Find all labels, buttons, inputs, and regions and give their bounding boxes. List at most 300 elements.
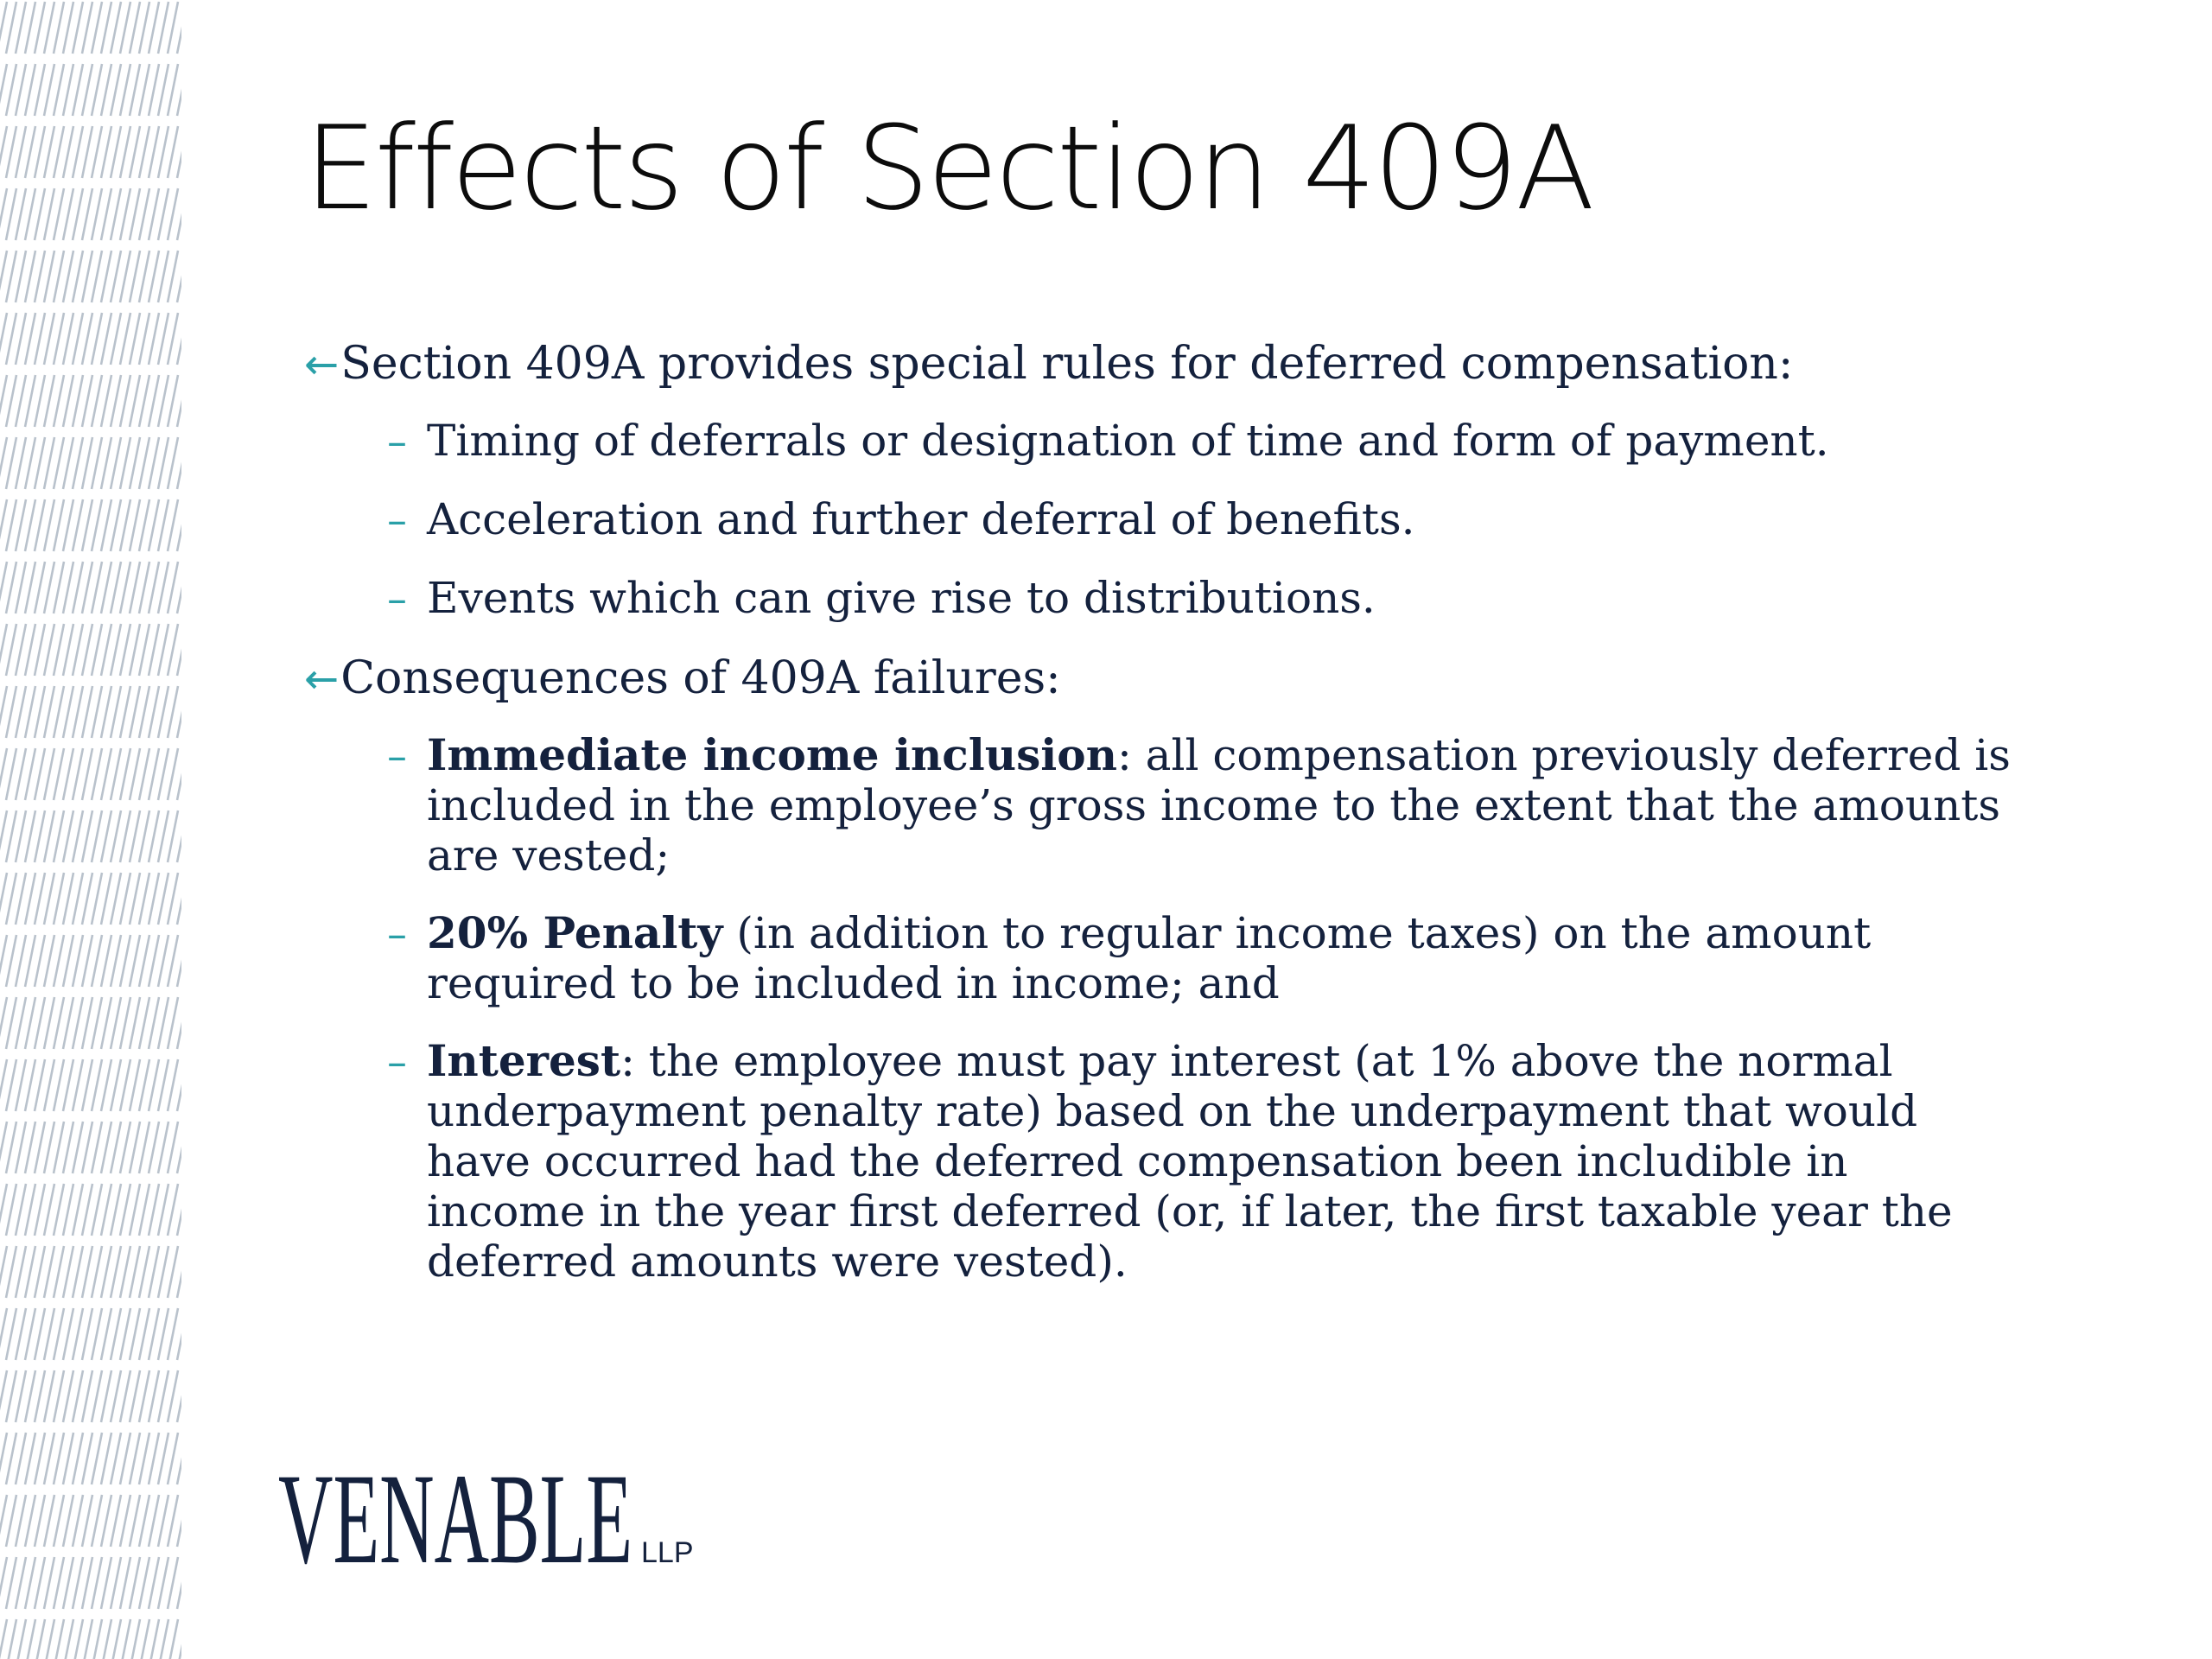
hatch-stroke (82, 375, 92, 427)
arrow-left-icon: ← (304, 655, 340, 703)
hatch-stroke (73, 873, 83, 925)
hatch-stroke (63, 935, 73, 987)
hatch-stroke (92, 686, 102, 738)
hatch-stroke (149, 313, 159, 365)
hatch-stroke (130, 1619, 140, 1659)
hatch-stroke (63, 313, 73, 365)
hatch-stroke (16, 1246, 26, 1298)
hatch-stroke (168, 1308, 178, 1360)
hatch-stroke (82, 873, 92, 925)
hatch-stroke (16, 251, 26, 302)
hatch-stroke (139, 2, 149, 54)
hatch-stroke (130, 1433, 140, 1484)
hatch-stroke (120, 313, 130, 365)
hatch-stroke (0, 935, 7, 987)
hatch-stroke (82, 1433, 92, 1484)
hatch-stroke (139, 1122, 149, 1173)
hatch-stroke (130, 1308, 140, 1360)
hatch-stroke (168, 1370, 178, 1422)
hatch-stroke (35, 562, 45, 613)
hatch-stroke (63, 375, 73, 427)
hatch-stroke (73, 251, 83, 302)
hatch-stroke (25, 1246, 35, 1298)
hatch-stroke (101, 997, 111, 1049)
hatch-stroke (73, 313, 83, 365)
hatch-stroke (120, 375, 130, 427)
hatch-stroke (92, 64, 102, 116)
hatch-stroke (111, 499, 121, 551)
hatch-stroke (92, 1308, 102, 1360)
hatch-stroke (44, 188, 54, 240)
hatch-stroke (82, 935, 92, 987)
hatch-stroke (92, 810, 102, 862)
hatch-stroke (35, 1557, 45, 1609)
hatch-stroke (54, 1184, 64, 1236)
hatch-stroke (73, 126, 83, 178)
hatch-stroke (139, 251, 149, 302)
hatch-stroke (101, 1370, 111, 1422)
hatch-stroke (111, 1122, 121, 1173)
hatch-stroke (120, 624, 130, 676)
hatch-stroke (73, 1433, 83, 1484)
hatch-stroke (149, 686, 159, 738)
hatch-stroke (35, 748, 45, 800)
hatch-stroke (82, 313, 92, 365)
hatch-stroke (120, 1433, 130, 1484)
bullet-term: 20% Penalty (427, 907, 723, 958)
hatch-stroke (16, 126, 26, 178)
hatch-stroke (101, 1059, 111, 1111)
hatch-stroke (111, 873, 121, 925)
hatch-stroke (25, 1433, 35, 1484)
bullet-text: Events which can give rise to distributions. (427, 573, 1376, 623)
hatch-stroke (130, 1557, 140, 1609)
hatch-stroke (82, 748, 92, 800)
hatch-stroke (139, 1184, 149, 1236)
hatch-stroke (158, 997, 168, 1049)
hatch-stroke (168, 437, 178, 489)
hatch-stroke (35, 1308, 45, 1360)
hatch-stroke (25, 1495, 35, 1547)
dash-icon: – (387, 1039, 407, 1085)
hatch-stroke (139, 810, 149, 862)
hatch-stroke (130, 437, 140, 489)
hatch-stroke (130, 1059, 140, 1111)
hatch-stroke (111, 686, 121, 738)
hatch-stroke (101, 624, 111, 676)
hatch-stroke (92, 997, 102, 1049)
hatch-stroke (82, 1122, 92, 1173)
hatch-stroke (6, 64, 16, 116)
hatch-stroke (158, 624, 168, 676)
hatch-stroke (6, 1370, 16, 1422)
hatch-stroke (168, 1619, 178, 1659)
hatch-stroke (82, 1246, 92, 1298)
hatch-stroke (6, 437, 16, 489)
hatch-stroke (44, 1619, 54, 1659)
hatch-stroke (35, 375, 45, 427)
hatch-stroke (177, 1370, 181, 1422)
hatch-stroke (149, 1308, 159, 1360)
hatch-stroke (6, 810, 16, 862)
hatch-stroke (16, 1370, 26, 1422)
hatch-stroke (35, 64, 45, 116)
hatch-stroke (54, 1059, 64, 1111)
hatch-stroke (0, 437, 7, 489)
hatch-stroke (168, 873, 178, 925)
hatch-stroke (149, 1370, 159, 1422)
hatch-stroke (111, 2, 121, 54)
hatch-stroke (6, 499, 16, 551)
hatch-stroke (177, 1308, 181, 1360)
hatch-stroke (0, 1122, 7, 1173)
dash-icon: – (387, 733, 407, 779)
hatch-stroke (158, 1184, 168, 1236)
venable-logo (278, 1452, 693, 1581)
hatch-stroke (44, 1370, 54, 1422)
hatch-stroke (120, 1308, 130, 1360)
hatch-stroke (158, 1557, 168, 1609)
bullet-term: Immediate income inclusion (427, 729, 1117, 780)
hatch-stroke (25, 251, 35, 302)
hatch-stroke (54, 1308, 64, 1360)
hatch-stroke (101, 1122, 111, 1173)
hatch-stroke (0, 64, 7, 116)
hatch-stroke (25, 1059, 35, 1111)
hatch-stroke (44, 1495, 54, 1547)
hatch-stroke (158, 313, 168, 365)
hatch-stroke (82, 624, 92, 676)
hatch-stroke (130, 251, 140, 302)
hatch-stroke (149, 1059, 159, 1111)
hatch-stroke (73, 1557, 83, 1609)
hatch-stroke (44, 1433, 54, 1484)
hatch-stroke (92, 126, 102, 178)
hatch-stroke (120, 1246, 130, 1298)
hatch-stroke (168, 188, 178, 240)
hatch-stroke (149, 624, 159, 676)
hatch-stroke (63, 64, 73, 116)
hatch-stroke (177, 1122, 181, 1173)
hatch-stroke (63, 1122, 73, 1173)
hatch-stroke (63, 437, 73, 489)
hatch-stroke (158, 375, 168, 427)
hatch-stroke (63, 1370, 73, 1422)
hatch-stroke (130, 997, 140, 1049)
hatch-stroke (149, 1495, 159, 1547)
hatch-stroke (177, 499, 181, 551)
hatch-stroke (120, 1122, 130, 1173)
hatch-stroke (120, 810, 130, 862)
hatch-stroke (168, 1495, 178, 1547)
hatch-stroke (139, 935, 149, 987)
hatch-stroke (158, 1308, 168, 1360)
hatch-stroke (35, 313, 45, 365)
hatch-stroke (54, 686, 64, 738)
hatch-stroke (130, 562, 140, 613)
hatch-stroke (168, 810, 178, 862)
hatch-stroke (158, 686, 168, 738)
hatch-stroke (139, 997, 149, 1049)
hatch-stroke (130, 126, 140, 178)
hatch-stroke (44, 1122, 54, 1173)
hatch-stroke (168, 748, 178, 800)
hatch-stroke (0, 686, 7, 738)
hatch-stroke (25, 997, 35, 1049)
hatch-stroke (35, 499, 45, 551)
hatch-stroke (73, 375, 83, 427)
hatch-stroke (130, 873, 140, 925)
hatch-stroke (25, 437, 35, 489)
hatch-stroke (120, 1059, 130, 1111)
hatch-stroke (139, 624, 149, 676)
hatch-stroke (25, 1184, 35, 1236)
hatch-stroke (73, 935, 83, 987)
hatch-stroke (63, 188, 73, 240)
hatch-stroke (130, 499, 140, 551)
hatch-stroke (35, 126, 45, 178)
hatch-stroke (168, 1122, 178, 1173)
hatch-stroke (63, 126, 73, 178)
hatch-stroke (0, 562, 7, 613)
hatch-stroke (44, 624, 54, 676)
bullet-text (427, 908, 2015, 1008)
hatch-stroke (101, 1308, 111, 1360)
hatch-stroke (54, 1122, 64, 1173)
hatch-stroke (149, 1246, 159, 1298)
hatch-stroke (158, 126, 168, 178)
hatch-stroke (6, 935, 16, 987)
hatch-stroke (73, 624, 83, 676)
hatch-stroke (54, 1495, 64, 1547)
hatch-stroke (35, 873, 45, 925)
hatch-stroke (130, 313, 140, 365)
slide-title: Effects of Section 409A (304, 101, 1592, 236)
hatch-stroke (92, 1184, 102, 1236)
hatch-stroke (168, 686, 178, 738)
hatch-stroke (6, 748, 16, 800)
hatch-stroke (35, 437, 45, 489)
hatch-stroke (82, 1619, 92, 1659)
hatch-stroke (168, 2, 178, 54)
hatch-stroke (35, 810, 45, 862)
hatch-stroke (54, 1619, 64, 1659)
hatch-stroke (101, 437, 111, 489)
hatch-stroke (168, 251, 178, 302)
hatch-stroke (92, 1122, 102, 1173)
hatch-stroke (25, 2, 35, 54)
hatch-stroke (73, 64, 83, 116)
hatch-stroke (92, 1246, 102, 1298)
hatch-stroke (92, 624, 102, 676)
hatch-stroke (111, 188, 121, 240)
hatch-stroke (120, 1557, 130, 1609)
hatch-stroke (149, 748, 159, 800)
hatch-stroke (149, 810, 159, 862)
hatch-stroke (139, 1433, 149, 1484)
hatch-stroke (16, 686, 26, 738)
hatch-stroke (92, 1495, 102, 1547)
hatch-stroke (25, 1370, 35, 1422)
hatch-stroke (25, 126, 35, 178)
hatch-stroke (92, 313, 102, 365)
bullet-level2 (387, 573, 2015, 624)
hatch-stroke (177, 1557, 181, 1609)
hatch-stroke (158, 1433, 168, 1484)
hatch-stroke (177, 935, 181, 987)
hatch-stroke (0, 375, 7, 427)
hatch-stroke (101, 873, 111, 925)
hatch-stroke (111, 375, 121, 427)
hatch-stroke (149, 562, 159, 613)
hatch-stroke (177, 1495, 181, 1547)
bullet-text: Section 409A provides special rules for deferred compensation: (340, 338, 1794, 390)
hatch-stroke (25, 1619, 35, 1659)
hatch-stroke (16, 1184, 26, 1236)
hatch-stroke (0, 188, 7, 240)
hatch-stroke (158, 1619, 168, 1659)
hatch-stroke (6, 1495, 16, 1547)
hatch-stroke (35, 1370, 45, 1422)
hatch-stroke (139, 64, 149, 116)
hatch-stroke (25, 624, 35, 676)
hatch-stroke (82, 810, 92, 862)
hatch-stroke (73, 1184, 83, 1236)
hatch-stroke (139, 1308, 149, 1360)
hatch-stroke (177, 126, 181, 178)
hatch-stroke (82, 1370, 92, 1422)
hatch-stroke (92, 375, 102, 427)
hatch-stroke (168, 499, 178, 551)
bullet-text: Timing of deferrals or designation of time and form of payment. (427, 416, 1829, 466)
hatch-stroke (130, 935, 140, 987)
hatch-stroke (63, 1059, 73, 1111)
hatch-stroke (120, 935, 130, 987)
hatch-stroke (120, 64, 130, 116)
hatch-stroke (25, 686, 35, 738)
hatch-stroke (130, 810, 140, 862)
hatch-stroke (44, 313, 54, 365)
hatch-stroke (73, 1495, 83, 1547)
hatch-stroke (149, 1433, 159, 1484)
bullet-body: (in addition to regular income taxes) on the amount required to be included in income; and (427, 908, 1872, 1008)
hatch-stroke (54, 1433, 64, 1484)
hatch-stroke (35, 624, 45, 676)
hatch-stroke (0, 1433, 7, 1484)
hatch-stroke (92, 499, 102, 551)
hatch-stroke (54, 810, 64, 862)
hatch-stroke (139, 188, 149, 240)
hatch-stroke (63, 748, 73, 800)
hatch-stroke (44, 499, 54, 551)
bullet-level2 (387, 908, 2015, 1008)
hatch-stroke (177, 313, 181, 365)
hatch-stroke (44, 251, 54, 302)
hatch-stroke (158, 1370, 168, 1422)
hatch-stroke (130, 375, 140, 427)
hatch-stroke (54, 251, 64, 302)
hatch-stroke (111, 1433, 121, 1484)
hatch-stroke (139, 1557, 149, 1609)
bullet-text: Acceleration and further deferral of benefits. (427, 494, 1415, 544)
bullet-level2 (387, 416, 2015, 467)
bullet-level1 (304, 337, 2015, 391)
hatch-stroke (168, 313, 178, 365)
hatch-stroke (149, 375, 159, 427)
hatch-stroke (177, 188, 181, 240)
hatch-stroke (111, 748, 121, 800)
hatch-stroke (139, 686, 149, 738)
bullet-level1 (304, 652, 2015, 706)
hatch-stroke (63, 1619, 73, 1659)
hatch-stroke (54, 997, 64, 1049)
hatch-stroke (82, 126, 92, 178)
hatch-stroke (44, 748, 54, 800)
hatch-stroke (82, 1184, 92, 1236)
hatch-stroke (73, 2, 83, 54)
hatch-pattern-band (0, 0, 181, 1659)
hatch-stroke (149, 1184, 159, 1236)
hatch-stroke (63, 624, 73, 676)
hatch-stroke (168, 562, 178, 613)
bullet-level2 (387, 730, 2015, 880)
hatch-stroke (177, 748, 181, 800)
hatch-stroke (139, 1619, 149, 1659)
hatch-stroke (73, 1308, 83, 1360)
hatch-stroke (120, 1184, 130, 1236)
hatch-stroke (168, 935, 178, 987)
hatch-stroke (111, 1370, 121, 1422)
hatch-stroke (6, 873, 16, 925)
hatch-stroke (16, 499, 26, 551)
hatch-stroke (101, 499, 111, 551)
hatch-stroke (25, 188, 35, 240)
hatch-stroke (25, 873, 35, 925)
hatch-stroke (25, 1557, 35, 1609)
bullet-term: Interest (427, 1035, 621, 1086)
hatch-stroke (44, 1557, 54, 1609)
hatch-stroke (0, 1370, 7, 1422)
hatch-stroke (63, 686, 73, 738)
hatch-stroke (92, 188, 102, 240)
hatch-stroke (16, 1059, 26, 1111)
hatch-stroke (54, 437, 64, 489)
hatch-stroke (16, 935, 26, 987)
hatch-stroke (35, 1122, 45, 1173)
hatch-stroke (0, 624, 7, 676)
hatch-stroke (82, 64, 92, 116)
hatch-stroke (149, 1557, 159, 1609)
hatch-stroke (63, 499, 73, 551)
hatch-stroke (101, 562, 111, 613)
hatch-stroke (111, 810, 121, 862)
hatch-stroke (177, 1184, 181, 1236)
hatch-stroke (149, 251, 159, 302)
dash-icon: – (387, 418, 407, 465)
dash-icon: – (387, 497, 407, 543)
hatch-stroke (158, 748, 168, 800)
hatch-stroke (0, 126, 7, 178)
hatch-stroke (120, 188, 130, 240)
hatch-stroke (82, 437, 92, 489)
hatch-stroke (92, 1619, 102, 1659)
hatch-stroke (111, 1059, 121, 1111)
hatch-stroke (139, 126, 149, 178)
hatch-stroke (82, 686, 92, 738)
hatch-stroke (168, 375, 178, 427)
hatch-stroke (158, 810, 168, 862)
bullet-text: Consequences of 409A failures: (340, 652, 1061, 704)
